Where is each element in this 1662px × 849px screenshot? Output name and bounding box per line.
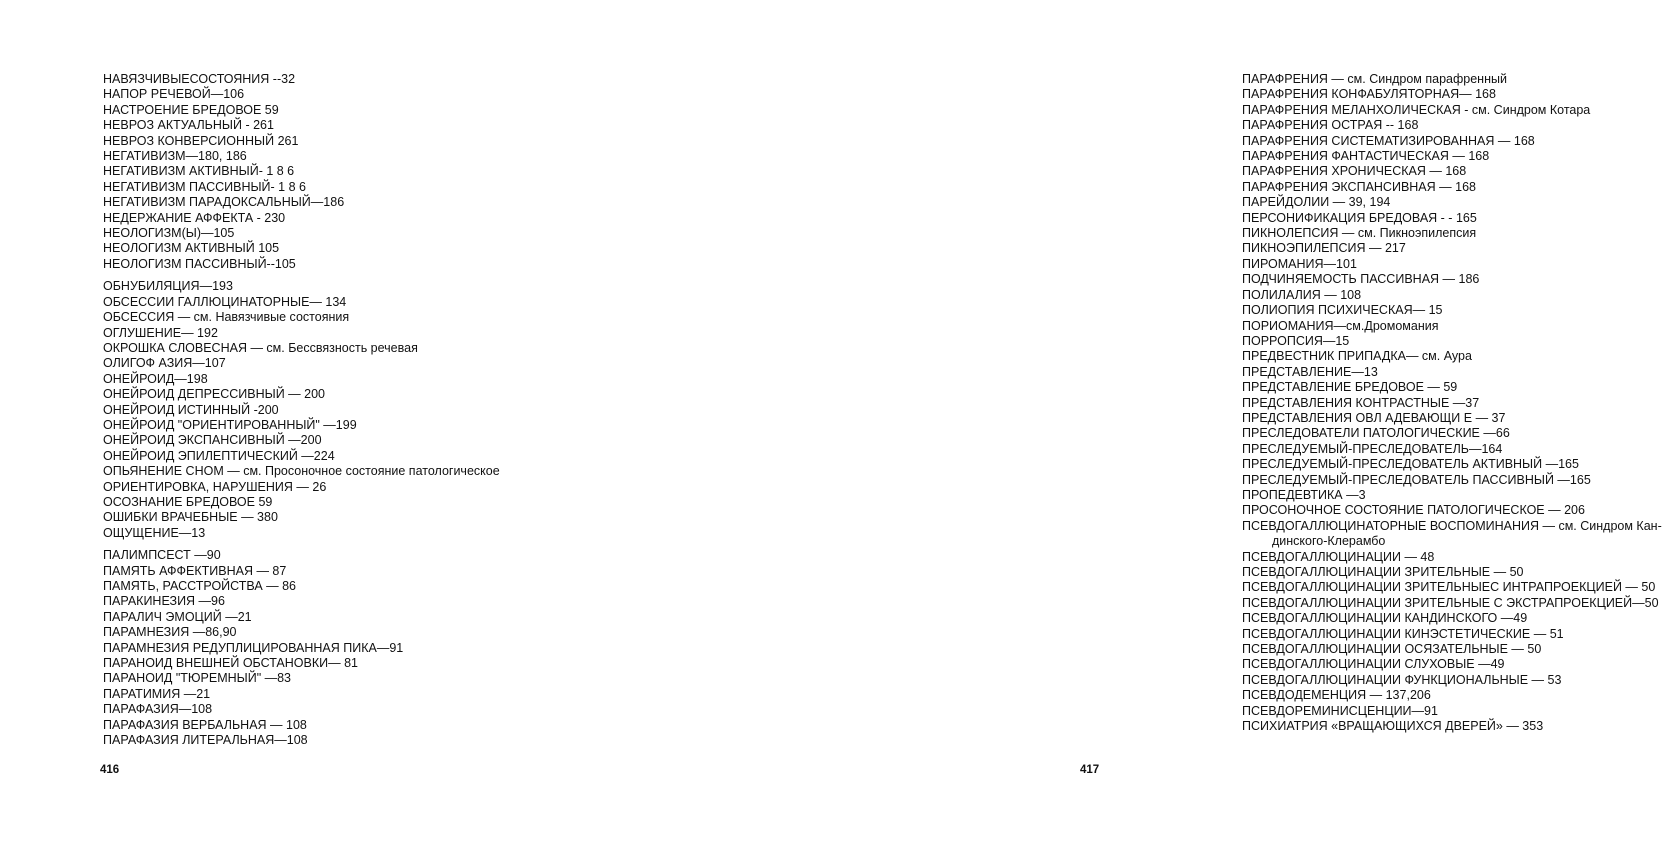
index-entry: ОНЕЙРОИД ДЕПРЕССИВНЫЙ — 200 (103, 387, 325, 402)
index-entry: ОЛИГОФ АЗИЯ—107 (103, 356, 226, 371)
index-entry: ОНЕЙРОИД "ОРИЕНТИРОВАННЫЙ" —199 (103, 417, 357, 432)
index-entry: ОНЕЙРОИД ЭКСПАНСИВНЫЙ —200 (103, 433, 322, 448)
index-entry: ПАРАКИНЕЗИЯ —96 (103, 594, 225, 609)
index-entry: ПРЕДСТАВЛЕНИЕ БРЕДОВОЕ — 59 (1242, 380, 1458, 395)
index-entry: ПРЕСЛЕДОВАТЕЛИ ПАТОЛОГИЧЕСКИЕ —66 (1242, 426, 1510, 441)
index-entry: ПРЕДСТАВЛЕНИЕ—13 (1242, 364, 1378, 379)
index-entry: ПСЕВДОГАЛЛЮЦИНАЦИИ СЛУХОВЫЕ —49 (1242, 657, 1505, 672)
index-entry: ОКРОШКА СЛОВЕСНАЯ — см. Бессвязность речевая (103, 340, 418, 355)
index-entry: НЕГАТИВИЗМ—180, 186 (103, 149, 247, 164)
index-entry: ОНЕЙРОИД—198 (103, 371, 208, 386)
right-index-column (1242, 72, 1662, 734)
index-entry: ПСЕВДОРЕМИНИСЦЕНЦИИ—91 (1242, 703, 1438, 718)
index-entry: ПАРАФРЕНИЯ ХРОНИЧЕСКАЯ — 168 (1242, 164, 1467, 179)
index-entry: НЕОЛОГИЗМ(Ы)—105 (103, 226, 235, 241)
index-entry: ОПЬЯНЕНИЕ СНОМ — см. Просоночное состояние патологическое (103, 464, 500, 479)
index-entry: ПАРАФРЕНИЯ ЭКСПАНСИВНАЯ — 168 (1242, 179, 1476, 194)
page-number: 416 (100, 764, 120, 776)
index-entry: НАВЯЗЧИВЫЕСОСТОЯНИЯ --32 (103, 72, 296, 86)
index-entry: ПАРАФАЗИЯ—108 (103, 702, 213, 717)
left-index-column (103, 72, 500, 748)
index-entry: ПСЕВДОГАЛЛЮЦИНАЦИИ ОСЯЗАТЕЛЬНЫЕ — 50 (1242, 642, 1542, 657)
index-entry: ПРЕСЛЕДУЕМЫЙ-ПРЕСЛЕДОВАТЕЛЬ—164 (1242, 441, 1503, 456)
index-entry-continuation: динского-Клерамбо (1272, 534, 1386, 549)
index-entry: ОСОЗНАНИЕ БРЕДОВОЕ 59 (103, 494, 273, 509)
index-entry: ПАРАМНЕЗИЯ РЕДУПЛИЦИРОВАННАЯ ПИКА—91 (103, 640, 404, 655)
index-entry: ПАРАФРЕНИЯ — см. Синдром парафренный (1242, 72, 1507, 86)
index-entry: ПАРАФАЗИЯ ВЕРБАЛЬНАЯ — 108 (103, 717, 307, 732)
index-entry: ПРОСОНОЧНОЕ СОСТОЯНИЕ ПАТОЛОГИЧЕСКОЕ — 206 (1242, 503, 1585, 518)
index-entry: ПСИХИАТРИЯ «ВРАЩАЮЩИХСЯ ДВЕРЕЙ» — 353 (1242, 719, 1544, 734)
index-entry: ПОЛИЛАЛИЯ — 108 (1242, 287, 1362, 302)
index-entry: НАПОР РЕЧЕВОЙ—106 (103, 87, 245, 102)
index-entry: ПРОПЕДЕВТИКА —3 (1242, 487, 1366, 502)
index-entry: ПРЕДСТАВЛЕНИЯ КОНТРАСТНЫЕ —37 (1242, 395, 1480, 410)
index-entry: ПИРОМАНИЯ—101 (1242, 256, 1357, 271)
index-entry: НЕОЛОГИЗМ ПАССИВНЫЙ--105 (103, 256, 296, 271)
index-entry: ПИКНОЛЕПСИЯ — см. Пикноэпилепсия (1242, 226, 1477, 241)
index-entry: ПСЕВДОГАЛЛЮЦИНАЦИИ ЗРИТЕЛЬНЫЕС ИНТРАПРОЕКЦИЕЙ — 50 (1242, 580, 1656, 595)
index-entry: ОНЕЙРОИД ЭПИЛЕПТИЧЕСКИЙ —224 (103, 448, 335, 463)
index-entry: ПРЕДВЕСТНИК ПРИПАДКА— см. Аура (1242, 349, 1472, 364)
index-group-o (103, 279, 500, 541)
index-entry: НЕДЕРЖАНИЕ АФФЕКТА - 230 (103, 210, 286, 225)
index-entry: ПРЕСЛЕДУЕМЫЙ-ПРЕСЛЕДОВАТЕЛЬ АКТИВНЫЙ —165 (1242, 457, 1579, 472)
index-entry: ПСЕВДОГАЛЛЮЦИНАЦИИ ФУНКЦИОНАЛЬНЫЕ — 53 (1242, 672, 1562, 687)
page-number: 417 (1080, 764, 1100, 776)
index-entry: ПАРАНОИД ВНЕШНЕЙ ОБСТАНОВКИ— 81 (103, 656, 358, 671)
right-page (600, 0, 1662, 849)
index-entry: ПАРАФРЕНИЯ ОСТРАЯ -- 168 (1242, 118, 1419, 133)
index-entry: ПАРАТИМИЯ —21 (103, 686, 211, 701)
index-entry: НЕГАТИВИЗМ ПАРАДОКСАЛЬНЫЙ—186 (103, 195, 345, 210)
index-entry: ПСЕВДОГАЛЛЮЦИНАЦИИ ЗРИТЕЛЬНЫЕ — 50 (1242, 565, 1524, 579)
index-entry: НАСТРОЕНИЕ БРЕДОВОЕ 59 (103, 102, 279, 117)
index-entry: ПАРЕЙДОЛИИ — 39, 194 (1242, 195, 1391, 210)
index-entry: ПОДЧИНЯЕМОСТЬ ПАССИВНАЯ — 186 (1242, 272, 1480, 287)
index-entry: ПОЛИОПИЯ ПСИХИЧЕСКАЯ— 15 (1242, 303, 1443, 318)
index-entry: НЕВРОЗ АКТУАЛЬНЫЙ - 261 (103, 118, 274, 133)
index-entry: ПАМЯТЬ АФФЕКТИВНАЯ — 87 (103, 563, 287, 578)
index-entry: ОНЕЙРОИД ИСТИННЫЙ -200 (103, 402, 279, 417)
index-entry: ПАРАФРЕНИЯ МЕЛАНХОЛИЧЕСКАЯ - см. Синдром Котара (1242, 102, 1591, 117)
index-entry: ПАРАФРЕНИЯ ФАНТАСТИЧЕСКАЯ — 168 (1242, 149, 1490, 164)
index-entry: ПСЕВДОГАЛЛЮЦИНАЦИИ ЗРИТЕЛЬНЫЕ С ЭКСТРАПРОЕКЦИЕЙ—50 (1242, 595, 1659, 610)
index-group-p (103, 548, 500, 748)
index-entry: ПАРАФРЕНИЯ КОНФАБУЛЯТОРНАЯ— 168 (1242, 87, 1496, 102)
index-entry: ПРЕСЛЕДУЕМЫЙ-ПРЕСЛЕДОВАТЕЛЬ ПАССИВНЫЙ —165 (1242, 472, 1591, 487)
index-entry: ПАРАНОИД "ТЮРЕМНЫЙ" —83 (103, 671, 292, 686)
group-spacer (103, 272, 500, 279)
index-entry: ПСЕВДОГАЛЛЮЦИНАЦИИ КИНЭСТЕТИЧЕСКИЕ — 51 (1242, 626, 1564, 641)
index-entry: ПСЕВДОГАЛЛЮЦИНАТОРНЫЕ ВОСПОМИНАНИЯ — см. Синдром Кан- (1242, 518, 1662, 533)
index-entry: ПАЛИМПСЕСТ —90 (103, 548, 221, 563)
index-entry: ПСЕВДОГАЛЛЮЦИНАЦИИ — 48 (1242, 549, 1435, 564)
index-entry: ПСЕВДОДЕМЕНЦИЯ — 137,206 (1242, 688, 1431, 703)
index-entry: НЕГАТИВИЗМ АКТИВНЫЙ- 1 8 6 (103, 164, 295, 179)
index-entry: ОБСЕССИЯ — см. Навязчивые состояния (103, 310, 350, 325)
index-entry: ОЩУЩЕНИЕ—13 (103, 525, 206, 540)
index-entry: ПОРРОПСИЯ—15 (1242, 333, 1350, 348)
index-group-n (103, 72, 500, 272)
index-entry: ОБНУБИЛЯЦИЯ—193 (103, 279, 233, 294)
index-entry: ПСЕВДОГАЛЛЮЦИНАЦИИ КАНДИНСКОГО —49 (1242, 611, 1528, 626)
index-entry: ОРИЕНТИРОВКА, НАРУШЕНИЯ — 26 (103, 479, 327, 494)
index-entry: НЕОЛОГИЗМ АКТИВНЫЙ 105 (103, 241, 280, 256)
index-entry: ПАРАФРЕНИЯ СИСТЕМАТИЗИРОВАННАЯ — 168 (1242, 133, 1535, 148)
left-page (0, 0, 600, 849)
index-entry: ПРЕДСТАВЛЕНИЯ ОВЛ АДЕВАЮЩИ Е — 37 (1242, 410, 1506, 425)
index-entry: ПАМЯТЬ, РАССТРОЙСТВА — 86 (103, 579, 297, 593)
index-entry: ОБСЕССИИ ГАЛЛЮЦИНАТОРНЫЕ— 134 (103, 294, 347, 309)
index-entry: НЕГАТИВИЗМ ПАССИВНЫЙ- 1 8 6 (103, 179, 306, 194)
index-entry: НЕВРОЗ КОНВЕРСИОННЫЙ 261 (103, 133, 299, 148)
index-entry: ОГЛУШЕНИЕ— 192 (103, 325, 218, 340)
index-entry: ОШИБКИ ВРАЧЕБНЫЕ — 380 (103, 510, 278, 525)
index-entry: ПИКНОЭПИЛЕПСИЯ — 217 (1242, 241, 1406, 256)
index-entry: ПОРИОМАНИЯ—см.Дромомания (1242, 318, 1439, 333)
index-entry: ПАРАМНЕЗИЯ —86,90 (103, 625, 237, 640)
index-entry: ПАРАФАЗИЯ ЛИТЕРАЛЬНАЯ—108 (103, 733, 308, 748)
group-spacer (103, 541, 500, 548)
index-entry: ПАРАЛИЧ ЭМОЦИЙ —21 (103, 609, 252, 624)
index-entry: ПЕРСОНИФИКАЦИЯ БРЕДОВАЯ - - 165 (1242, 210, 1477, 225)
